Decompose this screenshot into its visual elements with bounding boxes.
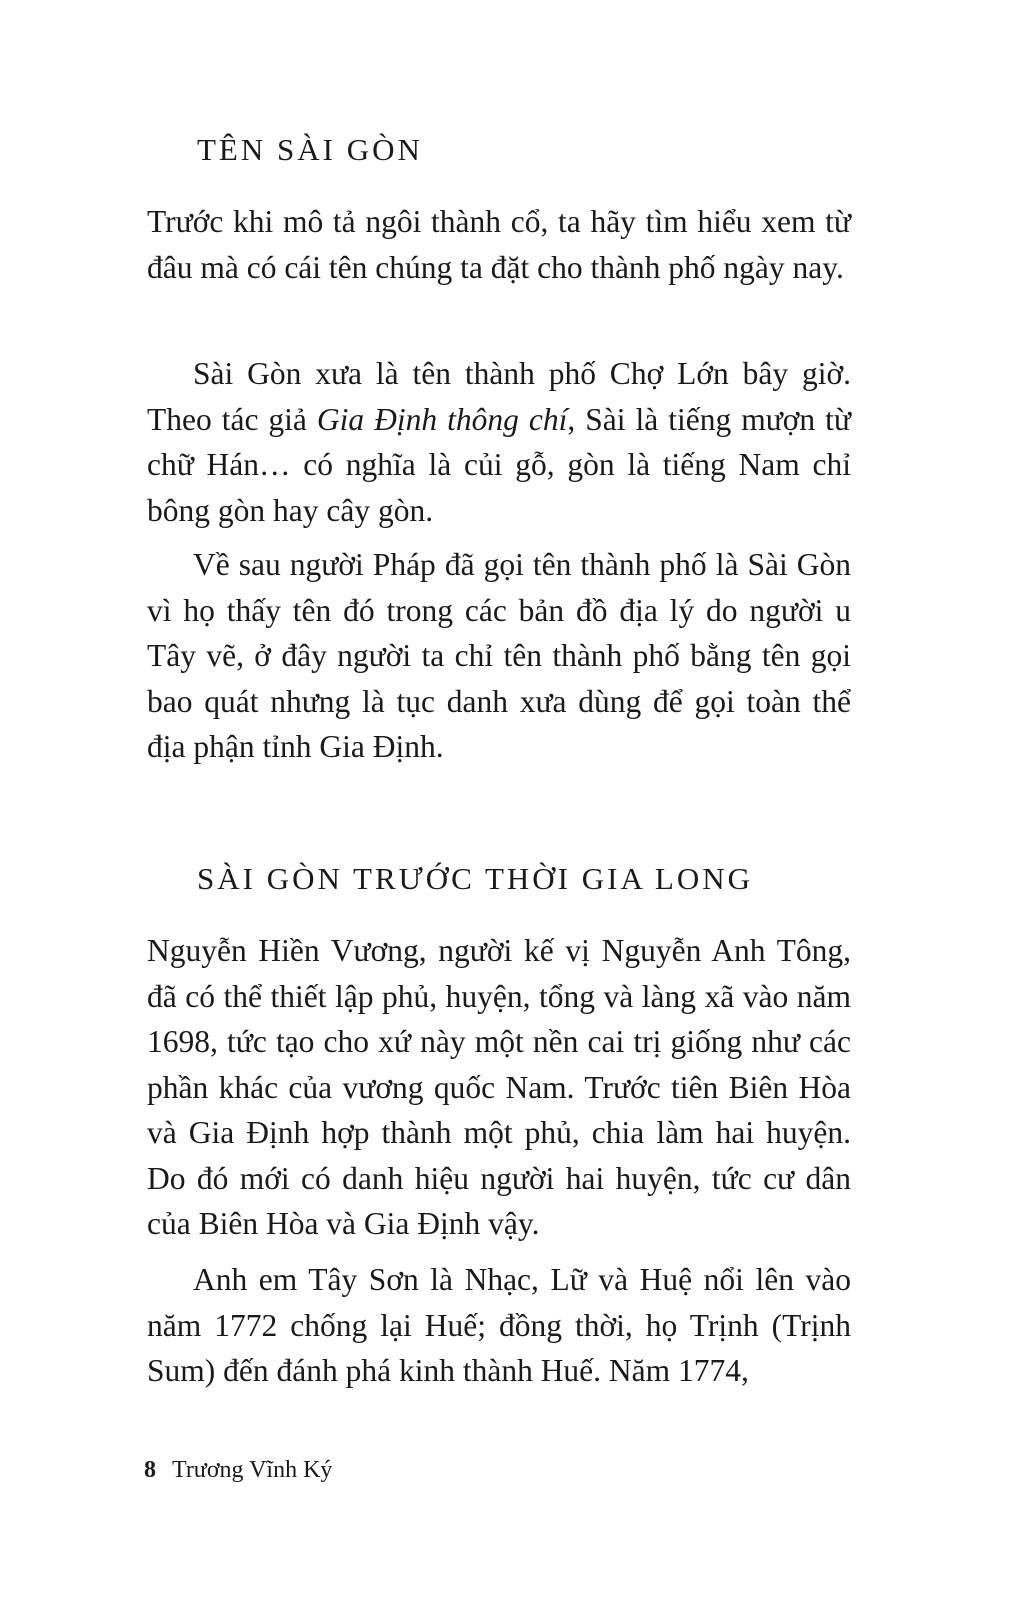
book-title-italic: Gia Định thông chí: [316, 401, 568, 437]
text-run: , Sài là tiếng mượn từ chữ Hán… có nghĩa là củi gỗ, gòn là tiếng Nam chỉ bông gòn hay cây gòn.: [147, 401, 851, 528]
section-heading-ten-sai-gon: TÊN SÀI GÒN: [197, 132, 423, 167]
paragraph: Nguyễn Hiền Vương, người kế vị Nguyễn Anh Tông, đã có thể thiết lập phủ, huyện, tổng và làng xã vào năm 1698, tức tạo cho xứ này một nền cai trị giống như các phần khác của vương quốc Nam. Trước tiên Biên Hòa và Gia Định hợp thành một phủ, chia làm hai huyện. Do đó mới có danh hiệu người hai huyện, tức cư dân của Biên Hòa và Gia Định vậy.: [147, 933, 851, 1241]
paragraph: Về sau người Pháp đã gọi tên thành phố là Sài Gòn vì họ thấy tên đó trong các bản đồ địa lý do người u Tây vẽ, ở đây người ta chỉ tên thành phố bằng tên gọi bao quát nhưng là tục danh xưa dùng để gọi toàn thể địa phận tỉnh Gia Định.: [147, 547, 851, 764]
running-author: Trương Vĩnh Ký: [172, 1457, 333, 1483]
paragraph: [147, 351, 851, 533]
paragraph: Anh em Tây Sơn là Nhạc, Lữ và Huệ nổi lên vào năm 1772 chống lại Huế; đồng thời, họ Trịnh (Trịnh Sum) đến đánh phá kinh thành Huế. Năm 1774,: [147, 1262, 851, 1388]
paragraph: Trước khi mô tả ngôi thành cổ, ta hãy tìm hiểu xem từ đâu mà có cái tên chúng ta đặt cho thành phố ngày nay.: [147, 204, 851, 285]
page-number: 8: [144, 1457, 156, 1483]
text-run: Sài Gòn xưa là tên thành phố Chợ Lớn bây giờ. Theo tác giả: [147, 356, 851, 437]
section-heading-sai-gon-truoc-thoi-gia-long: SÀI GÒN TRƯỚC THỜI GIA LONG: [197, 861, 753, 896]
page-footer: [144, 1457, 332, 1484]
